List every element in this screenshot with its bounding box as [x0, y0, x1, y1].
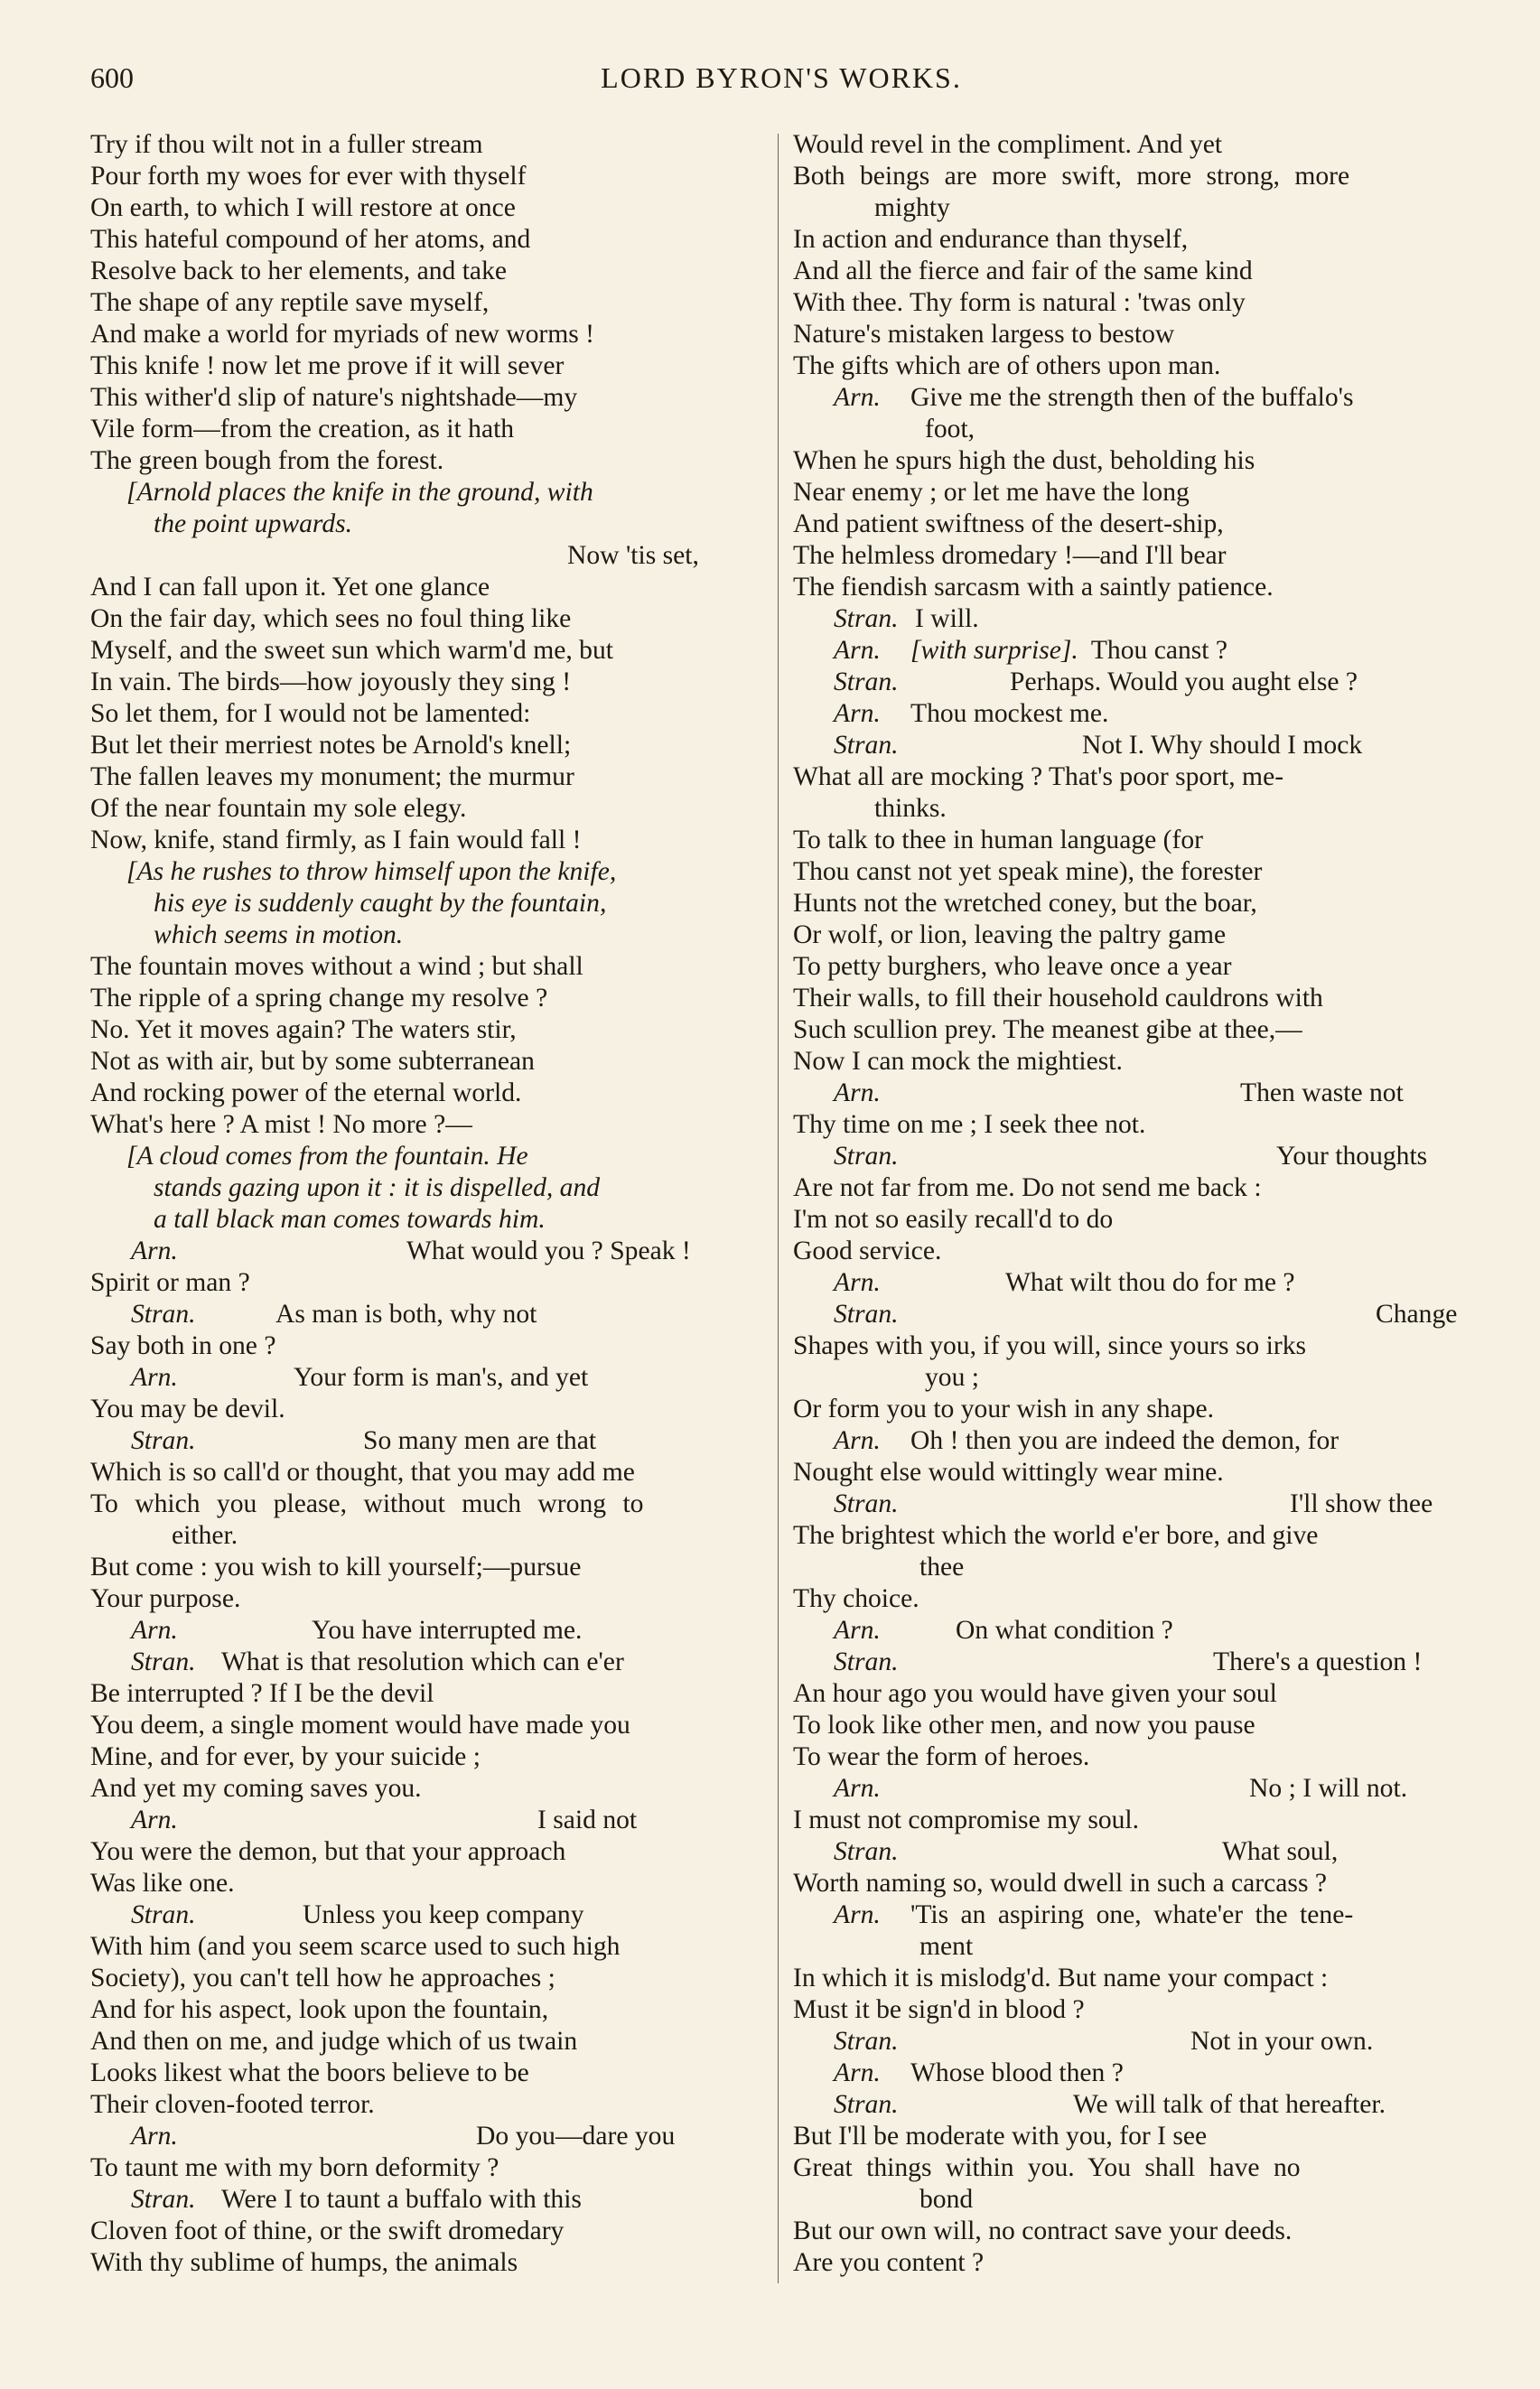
verse-line: To which you please, without much wrong to [90, 1489, 644, 1518]
verse-line: I'll show thee [1290, 1489, 1433, 1518]
dialogue-line [90, 1615, 768, 1647]
speaker-name: Arn. [834, 699, 881, 728]
verse-line: And patient swiftness of the desert-ship, [793, 509, 1224, 538]
verse-line: Cloven foot of thine, or the swift dromedary [90, 2216, 565, 2245]
verse-line: To talk to thee in human language (for [793, 826, 1204, 854]
verse-line: On the fair day, which sees no foul thing like [90, 604, 572, 633]
verse-line: Not as with air, but by some subterranean [90, 1047, 535, 1076]
verse-line: The fiendish sarcasm with a saintly patience. [793, 573, 1274, 602]
verse-line: Good service. [793, 1236, 942, 1265]
speaker-name: Stran. [834, 2027, 899, 2056]
verse-line: But our own will, no contract save your deeds. [793, 2216, 1293, 2245]
column-divider [778, 134, 779, 2283]
verse-line: To wear the form of heroes. [793, 1742, 1090, 1771]
verse-line: Thy time on me ; I seek thee not. [793, 1110, 1146, 1139]
verse-line: This wither'd slip of nature's nightshade—my [90, 383, 578, 412]
verse-line: The brightest which the world e'er bore, and give [793, 1521, 1319, 1550]
verse-line: ment [919, 1932, 974, 1961]
verse-line: On what condition ? [956, 1616, 1173, 1645]
speaker-name: Arn. [131, 1363, 178, 1392]
verse-line: And I can fall upon it. Yet one glance [90, 573, 490, 602]
verse-line: Are not far from me. Do not send me back : [793, 1173, 1262, 1202]
dialogue-line [90, 1236, 768, 1267]
dialogue-line [90, 2121, 768, 2152]
verse-line: But let their merriest notes be Arnold's knell; [90, 731, 572, 760]
verse-line: Resolve back to her elements, and take [90, 257, 508, 285]
verse-line: Thy choice. [793, 1584, 919, 1613]
verse-line: Or form you to your wish in any shape. [793, 1395, 1215, 1423]
verse-line: With him (and you seem scarce used to such high [90, 1932, 621, 1961]
dialogue-line [793, 1078, 1470, 1109]
speaker-name: Stran. [131, 1647, 196, 1676]
verse-line: bond [919, 2185, 974, 2214]
page-number: 600 [90, 61, 134, 94]
speaker-name: Arn. [834, 1774, 881, 1803]
verse-line: Are you content ? [793, 2248, 985, 2277]
verse-line: Or wolf, or lion, leaving the paltry game [793, 920, 1227, 949]
verse-line: Looks likest what the boors believe to be [90, 2058, 529, 2087]
verse-line: Your form is man's, and yet [294, 1363, 589, 1392]
verse-line: We will talk of that hereafter. [1073, 2090, 1386, 2119]
verse-line: There's a question ! [1213, 1647, 1423, 1676]
dialogue-line [793, 1299, 1470, 1330]
stage-direction: stands gazing upon it : it is dispelled, and [154, 1173, 601, 1202]
verse-line: mighty [874, 193, 950, 222]
speaker-name: Arn. [131, 1806, 178, 1834]
verse-line: Nature's mistaken largess to bestow [793, 320, 1175, 349]
verse-line: Do you—dare you [476, 2122, 676, 2151]
verse-line: Thou canst ? [1090, 636, 1228, 665]
speaker-name: Arn. [834, 1616, 881, 1645]
verse-line: Not I. Why should I mock [1082, 731, 1363, 760]
verse-line: Near enemy ; or let me have the long [793, 478, 1190, 507]
verse-line: Were I to taunt a buffalo with this [221, 2185, 582, 2214]
stage-direction: [Arnold places the knife in the ground, with [126, 478, 593, 507]
speaker-name: Stran. [131, 1300, 196, 1329]
dialogue-line [793, 1836, 1470, 1868]
speaker-name: Arn. [834, 1268, 881, 1297]
verse-line: Spirit or man ? [90, 1268, 250, 1297]
speaker-name: Stran. [131, 1900, 196, 1929]
verse-line: In which it is mislodg'd. But name your compact : [793, 1964, 1329, 1992]
verse-line: I must not compromise my soul. [793, 1806, 1140, 1834]
verse-line: But I'll be moderate with you, for I see [793, 2122, 1208, 2151]
verse-line: To taunt me with my born deformity ? [90, 2153, 499, 2182]
verse-line: Such scullion prey. The meanest gibe at thee,— [793, 1015, 1302, 1044]
verse-line: And rocking power of the eternal world. [90, 1078, 522, 1107]
speaker-name: Stran. [131, 1426, 196, 1455]
speaker-name: Arn. [131, 1236, 178, 1265]
stage-direction: [As he rushes to throw himself upon the knife, [126, 857, 617, 886]
verse-line: So many men are that [363, 1426, 597, 1455]
right-column [793, 129, 1470, 2279]
speaker-name: Stran. [834, 667, 899, 696]
dialogue-line [793, 1773, 1470, 1805]
verse-line: You have interrupted me. [312, 1616, 583, 1645]
stage-direction: [A cloud comes from the fountain. He [126, 1142, 528, 1171]
verse-line: In vain. The birds—how joyously they sing ! [90, 667, 572, 696]
running-header [90, 61, 1472, 107]
verse-line: foot, [925, 415, 975, 443]
verse-line: Shapes with you, if you will, since yours so irks [793, 1331, 1307, 1360]
verse-line: Thou mockest me. [910, 699, 1109, 728]
verse-line: And for his aspect, look upon the fountain, [90, 1995, 549, 2024]
verse-line: What's here ? A mist ! No more ?— [90, 1110, 472, 1139]
speaker-name: Arn. [834, 1078, 881, 1107]
dialogue-line [793, 1141, 1470, 1172]
dialogue-line [793, 603, 1470, 635]
speaker-name: Arn. [834, 1426, 881, 1455]
verse-line: Then waste not [1240, 1078, 1404, 1107]
speaker-name: Stran. [834, 1142, 899, 1171]
verse-line: you ; [925, 1363, 980, 1392]
verse-line: On earth, to which I will restore at once [90, 193, 516, 222]
dialogue-line [793, 667, 1470, 698]
verse-line: I'm not so easily recall'd to do [793, 1205, 1114, 1234]
dialogue-line [793, 1425, 1470, 1457]
verse-line: Was like one. [90, 1869, 235, 1898]
stage-direction: which seems in motion. [154, 920, 404, 949]
verse-line: The fountain moves without a wind ; but shall [90, 952, 583, 981]
verse-line: thinks. [874, 794, 947, 823]
verse-line: Change [1376, 1300, 1458, 1329]
verse-line: And all the fierce and fair of the same kind [793, 257, 1253, 285]
verse-line: thee [919, 1553, 965, 1582]
verse-line: 'Tis an aspiring one, whate'er the tene- [910, 1900, 1354, 1929]
verse-line: Mine, and for ever, by your suicide ; [90, 1742, 481, 1771]
verse-line: Unless you keep company [303, 1900, 584, 1929]
verse-line: Society), you can't tell how he approaches ; [90, 1964, 555, 1992]
verse-line: You were the demon, but that your approach [90, 1837, 566, 1866]
verse-line: Thou canst not yet speak mine), the forester [793, 857, 1263, 886]
dialogue-line [793, 730, 1470, 761]
verse-line: What soul, [1222, 1837, 1339, 1866]
verse-line: Not in your own. [1190, 2027, 1374, 2056]
verse-line: What is that resolution which can e'er [221, 1647, 624, 1676]
dialogue-line [793, 635, 1470, 667]
verse-line: The fallen leaves my monument; the murmur [90, 762, 574, 791]
verse-line: So let them, for I would not be lamented: [90, 699, 531, 728]
verse-line: Nought else would wittingly wear mine. [793, 1458, 1224, 1487]
speaker-name: Stran. [834, 731, 899, 760]
verse-line: You deem, a single moment would have made you [90, 1711, 630, 1740]
verse-line: Both beings are more swift, more strong, more [793, 162, 1350, 191]
speaker-name: Stran. [834, 1300, 899, 1329]
verse-line: Say both in one ? [90, 1331, 276, 1360]
verse-line: As man is both, why not [275, 1300, 537, 1329]
verse-line: Their walls, to fill their household cauldrons with [793, 984, 1323, 1013]
dialogue-line [793, 2089, 1470, 2121]
dialogue-line [90, 1805, 768, 1836]
verse-line: Pour forth my woes for ever with thyself [90, 162, 527, 191]
left-column [90, 129, 768, 2279]
speaker-name: Stran. [834, 1837, 899, 1866]
stage-direction: [with surprise]. [910, 636, 1078, 665]
verse-line: The shape of any reptile save myself, [90, 288, 490, 317]
speaker-name: Arn. [131, 2122, 178, 2151]
verse-line: Would revel in the compliment. And yet [793, 130, 1223, 159]
verse-line: Give me the strength then of the buffalo's [910, 383, 1354, 412]
verse-line: This hateful compound of her atoms, and [90, 225, 531, 254]
dialogue-line [793, 1267, 1470, 1299]
dialogue-line [793, 1647, 1470, 1678]
verse-line: Their cloven-footed terror. [90, 2090, 375, 2119]
verse-line: No. Yet it moves again? The waters stir, [90, 1015, 517, 1044]
verse-line: When he spurs high the dust, beholding his [793, 446, 1255, 475]
verse-line: I will. [915, 604, 979, 633]
verse-line: Try if thou wilt not in a fuller stream [90, 130, 483, 159]
dialogue-line [793, 1615, 1470, 1647]
speaker-name: Stran. [834, 1647, 899, 1676]
verse-line: Vile form—from the creation, as it hath [90, 415, 515, 443]
verse-line: The helmless dromedary !—and I'll bear [793, 541, 1227, 570]
dialogue-line [90, 1425, 768, 1457]
stage-direction: his eye is suddenly caught by the fountain, [154, 889, 607, 918]
verse-line: The green bough from the forest. [90, 446, 444, 475]
verse-line: To look like other men, and now you pause [793, 1711, 1255, 1740]
speaker-name: Stran. [131, 2185, 196, 2214]
speaker-name: Arn. [131, 1616, 178, 1645]
speaker-name: Arn. [834, 2058, 881, 2087]
speaker-name: Stran. [834, 604, 899, 633]
verse-line: Worth naming so, would dwell in such a carcass ? [793, 1869, 1327, 1898]
verse-line: Oh ! then you are indeed the demon, for [910, 1426, 1339, 1455]
verse-line: Of the near fountain my sole elegy. [90, 794, 467, 823]
verse-line: Which is so call'd or thought, that you may add me [90, 1458, 635, 1487]
verse-line: An hour ago you would have given your soul [793, 1679, 1277, 1708]
dialogue-line [90, 1362, 768, 1394]
dialogue-line [90, 1899, 768, 1931]
verse-line: Hunts not the wretched coney, but the boar, [793, 889, 1257, 918]
verse-line: You may be devil. [90, 1395, 285, 1423]
verse-line: No ; I will not. [1249, 1774, 1408, 1803]
dialogue-line [793, 1899, 1470, 1931]
verse-line: And yet my coming saves you. [90, 1774, 422, 1803]
speaker-name: Stran. [834, 2090, 899, 2119]
dialogue-line [793, 698, 1470, 730]
verse-line: And make a world for myriads of new worms ! [90, 320, 595, 349]
verse-line: What all are mocking ? That's poor sport, me- [793, 762, 1284, 791]
verse-line: Your thoughts [1276, 1142, 1428, 1171]
dialogue-line [793, 2058, 1470, 2089]
verse-line: And then on me, and judge which of us twain [90, 2027, 578, 2056]
speaker-name: Arn. [834, 1900, 881, 1929]
verse-line: Now 'tis set, [567, 541, 699, 570]
verse-line: Perhaps. Would you aught else ? [1010, 667, 1358, 696]
running-title: LORD BYRON'S WORKS. [601, 61, 962, 94]
verse-line: Be interrupted ? If I be the devil [90, 1679, 434, 1708]
verse-line: With thee. Thy form is natural : 'twas only [793, 288, 1246, 317]
verse-line: either. [172, 1521, 238, 1550]
verse-line: The ripple of a spring change my resolve ? [90, 984, 548, 1013]
dialogue-line [793, 382, 1470, 414]
verse-line: The gifts which are of others upon man. [793, 351, 1221, 380]
verse-line: Great things within you. You shall have no [793, 2153, 1301, 2182]
stage-direction: the point upwards. [154, 509, 353, 538]
dialogue-line [90, 1299, 768, 1330]
speaker-name: Arn. [834, 636, 881, 665]
verse-line: I said not [537, 1806, 638, 1834]
verse-line: Now, knife, stand firmly, as I fain would fall ! [90, 826, 582, 854]
stage-direction: a tall black man comes towards him. [154, 1205, 546, 1234]
verse-line: Must it be sign'd in blood ? [793, 1995, 1085, 2024]
verse-line: Myself, and the sweet sun which warm'd me, but [90, 636, 613, 665]
dialogue-line [793, 1488, 1470, 1520]
dialogue-line [90, 1647, 768, 1678]
dialogue-line [793, 2026, 1470, 2058]
verse-line: What wilt thou do for me ? [1005, 1268, 1295, 1297]
verse-line: To petty burghers, who leave once a year [793, 952, 1232, 981]
verse-line: Now I can mock the mightiest. [793, 1047, 1123, 1076]
dialogue-line [90, 2184, 768, 2216]
speaker-name: Arn. [834, 383, 881, 412]
verse-line: Your purpose. [90, 1584, 241, 1613]
speaker-name: Stran. [834, 1489, 899, 1518]
verse-line: What would you ? Speak ! [406, 1236, 691, 1265]
verse-line: This knife ! now let me prove if it will sever [90, 351, 565, 380]
verse-line: With thy sublime of humps, the animals [90, 2248, 518, 2277]
verse-line: But come : you wish to kill yourself;—pursue [90, 1553, 582, 1582]
verse-line: In action and endurance than thyself, [793, 225, 1189, 254]
verse-line: Whose blood then ? [910, 2058, 1124, 2087]
